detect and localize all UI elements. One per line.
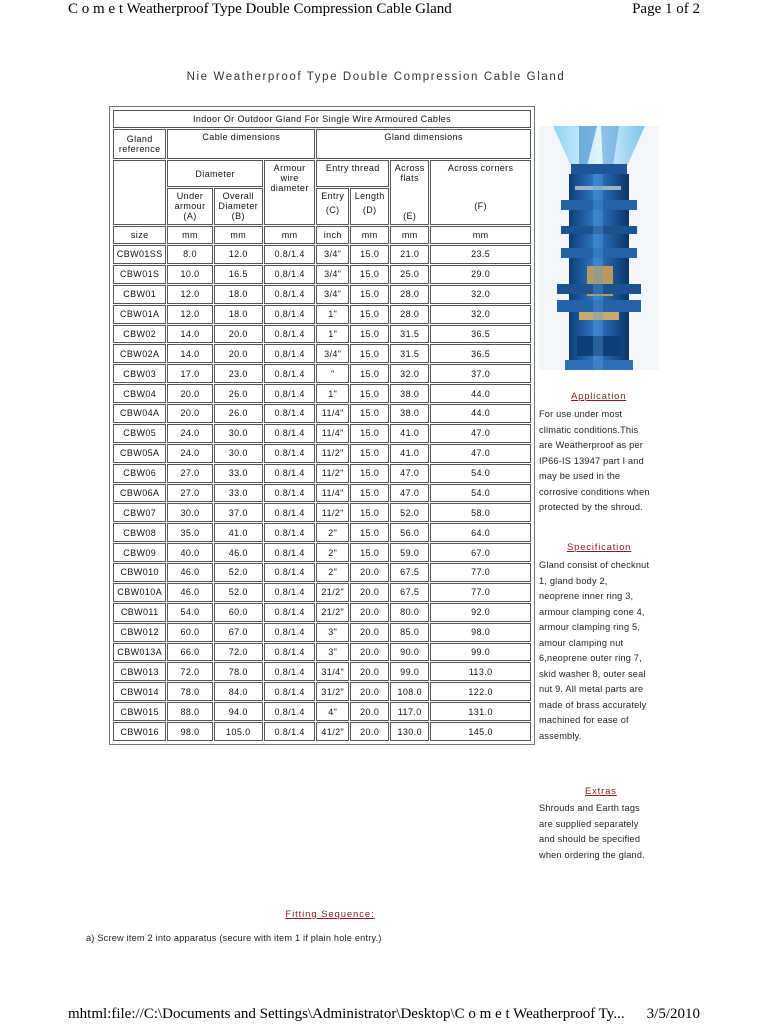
cell-size: CBW01 [113,285,166,304]
cable-gland-photo [539,126,659,370]
header-entry-thread: Entry thread [316,160,389,187]
cell-armour-wire: 0.8/1.4 [264,364,315,383]
table-row [113,305,531,324]
table-row [113,484,531,503]
cell-across-corners: 58.0 [430,503,531,522]
application-heading: Application [571,391,627,402]
text-line: Gland consist of checknut [539,560,650,570]
cell-length: 15.0 [350,384,389,403]
table-row [113,643,531,662]
cell-size: CBW010 [113,563,166,582]
cell-across-flats: 21.0 [390,245,429,264]
table-row [113,344,531,363]
cell-size: CBW013 [113,662,166,681]
cell-size: CBW05 [113,424,166,443]
cell-length: 20.0 [350,603,389,622]
table-row [113,662,531,681]
cell-overall-diameter: 37.0 [214,503,263,522]
cell-entry: 4" [316,702,349,721]
cell-size: CBW012 [113,623,166,642]
cell-across-corners: 54.0 [430,484,531,503]
header-diameter: Diameter [167,160,263,187]
cell-overall-diameter: 18.0 [214,305,263,324]
cell-entry: 11/2" [316,464,349,483]
cell-overall-diameter: 41.0 [214,523,263,542]
cell-overall-diameter: 20.0 [214,344,263,363]
cell-overall-diameter: 33.0 [214,484,263,503]
cell-length: mm [350,226,389,244]
text-line: 1, gland body 2, [539,575,608,586]
column-letter: (F) [474,201,487,211]
table-row [113,424,531,443]
cell-armour-wire: 0.8/1.4 [264,563,315,582]
cell-under-armour: 88.0 [167,702,212,721]
spec-table [112,109,532,742]
cell-entry: 2" [316,523,349,542]
column-letter: (D) [362,205,377,215]
specification-heading: Specification [567,542,632,553]
table-row [113,583,531,602]
cell-overall-diameter: 105.0 [214,722,263,741]
cell-length: 20.0 [350,722,389,741]
cell-entry: " [316,364,349,383]
table-row [113,245,531,264]
cell-length: 20.0 [350,682,389,701]
text-line: climatic conditions.This [539,424,639,435]
cell-across-flats: 117.0 [390,702,429,721]
cell-armour-wire: 0.8/1.4 [264,543,315,562]
table-row [113,364,531,383]
cell-size: CBW011 [113,603,166,622]
cell-across-flats: 41.0 [390,444,429,463]
header-gland-dimensions: Gland dimensions [316,129,531,159]
extras-text [539,801,645,863]
table-row [113,523,531,542]
cell-length: 15.0 [350,364,389,383]
table-row [113,682,531,701]
cell-length: 20.0 [350,662,389,681]
cell-overall-diameter: 16.5 [214,265,263,284]
header-entry: Entry (C) [316,188,349,225]
table-row [113,503,531,522]
page-number: Page 1 of 2 [632,1,700,17]
cell-across-corners: 92.0 [430,603,531,622]
header-gland-reference: Gland reference [113,129,166,159]
cell-armour-wire: 0.8/1.4 [264,702,315,721]
cell-across-corners: 113.0 [430,662,531,681]
cell-size: CBW010A [113,583,166,602]
cell-entry: 11/4" [316,424,349,443]
cell-across-corners: 37.0 [430,364,531,383]
cell-across-corners: 44.0 [430,404,531,423]
footer-url: mhtml:file://C:\Documents and Settings\Administrator\Desktop\C o m e t Weatherproof Ty... [68,1006,625,1022]
cell-length: 15.0 [350,245,389,264]
cell-across-corners: 67.0 [430,543,531,562]
cell-entry: inch [316,226,349,244]
cell-length: 15.0 [350,424,389,443]
text-line: neoprene inner ring 3, [539,591,634,601]
table-row [113,623,531,642]
cell-under-armour: 14.0 [167,344,212,363]
text-line: may be used in the [539,471,621,481]
cell-entry: 21/2" [316,583,349,602]
cell-across-corners: 44.0 [430,384,531,403]
cell-size: CBW04A [113,404,166,423]
text-line: corrosive conditions when [539,486,650,497]
cell-across-corners: 36.5 [430,344,531,363]
cell-under-armour: 20.0 [167,404,212,423]
footer-date: 3/5/2010 [646,1006,700,1022]
cell-overall-diameter: 26.0 [214,404,263,423]
text-line: amour clamping nut [539,637,624,648]
cell-armour-wire: 0.8/1.4 [264,444,315,463]
cell-size: CBW01S [113,265,166,284]
cell-across-flats: mm [390,226,429,244]
text-line: machined for ease of [539,715,629,725]
text-line: nut 9. All metal parts are [539,684,644,694]
cell-across-corners: 122.0 [430,682,531,701]
cell-size: size [113,226,166,244]
text-line: For use under most [539,409,623,419]
cell-under-armour: 72.0 [167,662,212,681]
cell-across-flats: 80.0 [390,603,429,622]
cell-length: 15.0 [350,325,389,344]
cell-overall-diameter: mm [214,226,263,244]
header-gland-blank [113,160,166,225]
cell-length: 20.0 [350,623,389,642]
text-line: when ordering the gland. [539,849,645,860]
cell-across-flats: 90.0 [390,643,429,662]
cell-across-flats: 108.0 [390,682,429,701]
header-length: Length (D) [350,188,389,225]
text-line: made of brass accurately [539,699,647,710]
cell-across-flats: 47.0 [390,464,429,483]
cell-armour-wire: 0.8/1.4 [264,305,315,324]
table-row [113,464,531,483]
cell-armour-wire: 0.8/1.4 [264,424,315,443]
cell-under-armour: 78.0 [167,682,212,701]
cell-across-flats: 41.0 [390,424,429,443]
cell-size: CBW015 [113,702,166,721]
table-row-units [113,226,531,244]
cell-under-armour: 12.0 [167,285,212,304]
cell-overall-diameter: 20.0 [214,325,263,344]
cell-armour-wire: 0.8/1.4 [264,404,315,423]
cell-across-corners: 36.5 [430,325,531,344]
cell-entry: 1" [316,325,349,344]
cell-overall-diameter: 33.0 [214,464,263,483]
cell-across-corners: 47.0 [430,444,531,463]
cell-across-corners: 32.0 [430,305,531,324]
cell-overall-diameter: 52.0 [214,563,263,582]
cell-across-flats: 25.0 [390,265,429,284]
cell-length: 15.0 [350,404,389,423]
table-row [113,444,531,463]
cell-size: CBW01SS [113,245,166,264]
cell-entry: 3/4" [316,285,349,304]
cell-overall-diameter: 78.0 [214,662,263,681]
cell-entry: 3" [316,623,349,642]
text-line: are supplied separately [539,818,639,829]
cell-armour-wire: 0.8/1.4 [264,325,315,344]
cell-entry: 3" [316,643,349,662]
cell-length: 15.0 [350,523,389,542]
cell-armour-wire: 0.8/1.4 [264,583,315,602]
cell-length: 20.0 [350,643,389,662]
text-line: and should be specified [539,834,641,844]
cell-under-armour: 54.0 [167,603,212,622]
cell-size: CBW05A [113,444,166,463]
cell-entry: 3/4" [316,265,349,284]
cell-entry: 31/4" [316,662,349,681]
cell-armour-wire: 0.8/1.4 [264,484,315,503]
cell-armour-wire: 0.8/1.4 [264,722,315,741]
table-row [113,285,531,304]
cell-across-flats: 38.0 [390,404,429,423]
cell-entry: 31/2" [316,682,349,701]
cell-under-armour: 14.0 [167,325,212,344]
cell-armour-wire: mm [264,226,315,244]
cell-size: CBW03 [113,364,166,383]
cell-under-armour: 35.0 [167,523,212,542]
table-row [113,722,531,741]
specification-text [539,558,649,744]
cell-across-corners: 32.0 [430,285,531,304]
text-line: are Weatherproof as per [539,440,644,450]
cell-under-armour: 60.0 [167,623,212,642]
cell-overall-diameter: 67.0 [214,623,263,642]
cell-overall-diameter: 18.0 [214,285,263,304]
extras-heading: Extras [585,786,617,797]
cell-entry: 41/2" [316,722,349,741]
cell-across-flats: 28.0 [390,305,429,324]
cell-under-armour: 20.0 [167,384,212,403]
cell-entry: 1" [316,305,349,324]
cell-armour-wire: 0.8/1.4 [264,662,315,681]
cell-across-flats: 99.0 [390,662,429,681]
table-row [113,325,531,344]
cell-overall-diameter: 94.0 [214,702,263,721]
cell-length: 15.0 [350,285,389,304]
application-text [539,407,650,516]
cell-size: CBW08 [113,523,166,542]
text-line: protected by the shroud. [539,502,643,512]
cell-entry: 2" [316,543,349,562]
cell-overall-diameter: 30.0 [214,444,263,463]
cell-across-flats: 38.0 [390,384,429,403]
cell-under-armour: 40.0 [167,543,212,562]
cell-overall-diameter: 26.0 [214,384,263,403]
cell-size: CBW09 [113,543,166,562]
cell-across-corners: 64.0 [430,523,531,542]
text-line: 6,neoprene outer ring 7, [539,653,642,663]
cell-under-armour: 24.0 [167,424,212,443]
text-line: assembly. [539,730,582,741]
cell-under-armour: 66.0 [167,643,212,662]
cell-overall-diameter: 84.0 [214,682,263,701]
cell-armour-wire: 0.8/1.4 [264,623,315,642]
cell-under-armour: 30.0 [167,503,212,522]
cell-under-armour: 12.0 [167,305,212,324]
cell-across-corners: 98.0 [430,623,531,642]
cell-across-corners: 77.0 [430,583,531,602]
cell-overall-diameter: 60.0 [214,603,263,622]
cell-armour-wire: 0.8/1.4 [264,503,315,522]
cell-size: CBW04 [113,384,166,403]
cell-size: CBW06 [113,464,166,483]
cell-across-corners: 77.0 [430,563,531,582]
cell-overall-diameter: 72.0 [214,643,263,662]
cell-length: 20.0 [350,583,389,602]
table-row [113,404,531,423]
cell-length: 15.0 [350,464,389,483]
cell-across-corners: 29.0 [430,265,531,284]
cell-under-armour: 27.0 [167,464,212,483]
cell-under-armour: 98.0 [167,722,212,741]
cell-size: CBW01A [113,305,166,324]
cell-under-armour: 46.0 [167,583,212,602]
cell-overall-diameter: 12.0 [214,245,263,264]
cell-armour-wire: 0.8/1.4 [264,523,315,542]
header-under-armour: Under armour (A) [167,188,212,225]
cell-across-corners: 47.0 [430,424,531,443]
cell-size: CBW07 [113,503,166,522]
cell-across-flats: 56.0 [390,523,429,542]
cell-armour-wire: 0.8/1.4 [264,285,315,304]
cell-entry: 2" [316,563,349,582]
cell-length: 15.0 [350,265,389,284]
header-overall-diameter: Overall Diameter (B) [214,188,263,225]
header-across-corners: Across corners (F) [430,160,531,225]
cell-across-flats: 31.5 [390,344,429,363]
cell-across-flats: 85.0 [390,623,429,642]
table-row [113,543,531,562]
cell-armour-wire: 0.8/1.4 [264,682,315,701]
table-row [113,702,531,721]
cell-entry: 1" [316,384,349,403]
cell-length: 15.0 [350,543,389,562]
cell-entry: 11/4" [316,404,349,423]
header-across-flats: Across flats (E) [390,160,429,225]
cell-entry: 3/4" [316,245,349,264]
cell-overall-diameter: 30.0 [214,424,263,443]
cell-length: 15.0 [350,344,389,363]
header-cable-dimensions: Cable dimensions [167,129,315,159]
cell-overall-diameter: 52.0 [214,583,263,602]
table-caption: Indoor Or Outdoor Gland For Single Wire Armoured Cables [113,110,531,128]
cell-under-armour: 8.0 [167,245,212,264]
cell-across-corners: 54.0 [430,464,531,483]
table-row [113,563,531,582]
cell-length: 15.0 [350,503,389,522]
cell-across-flats: 47.0 [390,484,429,503]
cell-across-flats: 31.5 [390,325,429,344]
cell-armour-wire: 0.8/1.4 [264,245,315,264]
cell-across-corners: mm [430,226,531,244]
cell-under-armour: 24.0 [167,444,212,463]
cell-size: CBW016 [113,722,166,741]
text-line: IP66-IS 13947 part I and [539,455,644,466]
table-row [113,603,531,622]
cell-across-flats: 67.5 [390,583,429,602]
cell-size: CBW06A [113,484,166,503]
table-row [113,265,531,284]
cell-entry: 11/4" [316,484,349,503]
cell-under-armour: mm [167,226,212,244]
cell-across-corners: 23.5 [430,245,531,264]
cell-across-flats: 67.5 [390,563,429,582]
cell-across-flats: 32.0 [390,364,429,383]
cell-size: CBW02 [113,325,166,344]
cell-length: 20.0 [350,563,389,582]
text-line: armour clamping cone 4, [539,606,645,617]
column-letter: (E) [403,211,417,221]
spec-table-frame [109,106,535,745]
cell-across-flats: 28.0 [390,285,429,304]
cell-size: CBW02A [113,344,166,363]
cell-armour-wire: 0.8/1.4 [264,384,315,403]
cell-armour-wire: 0.8/1.4 [264,344,315,363]
cell-entry: 21/2" [316,603,349,622]
cell-length: 20.0 [350,702,389,721]
header-armour-wire-diameter: Armour wire diameter [264,160,315,225]
cell-length: 15.0 [350,444,389,463]
text-line: armour clamping ring 5, [539,622,641,632]
cell-size: CBW014 [113,682,166,701]
cell-across-flats: 52.0 [390,503,429,522]
fitting-sequence-heading: Fitting Sequence: [285,909,375,920]
page-header-title: C o m e t Weatherproof Type Double Compression Cable Gland [68,1,452,17]
cell-entry: 3/4" [316,344,349,363]
cell-across-flats: 130.0 [390,722,429,741]
cell-entry: 11/2" [316,444,349,463]
cell-entry: 11/2" [316,503,349,522]
text-line: Shrouds and Earth tags [539,803,640,813]
cell-across-flats: 59.0 [390,543,429,562]
cell-armour-wire: 0.8/1.4 [264,603,315,622]
document-title: Nie Weatherproof Type Double Compression Cable Gland [186,71,566,83]
cell-size: CBW013A [113,643,166,662]
cell-length: 15.0 [350,305,389,324]
cell-armour-wire: 0.8/1.4 [264,265,315,284]
column-letter: (C) [325,205,340,215]
cell-across-corners: 99.0 [430,643,531,662]
cell-length: 15.0 [350,484,389,503]
fitting-step: a) Screw item 2 into apparatus (secure with item 1 if plain hole entry.) [86,933,382,943]
cell-under-armour: 10.0 [167,265,212,284]
cell-armour-wire: 0.8/1.4 [264,464,315,483]
cell-overall-diameter: 46.0 [214,543,263,562]
table-row [113,384,531,403]
cell-across-corners: 131.0 [430,702,531,721]
cell-across-corners: 145.0 [430,722,531,741]
cell-armour-wire: 0.8/1.4 [264,643,315,662]
cell-under-armour: 27.0 [167,484,212,503]
text-line: skid washer 8, outer seal [539,668,646,679]
cell-under-armour: 17.0 [167,364,212,383]
cell-overall-diameter: 23.0 [214,364,263,383]
cell-under-armour: 46.0 [167,563,212,582]
